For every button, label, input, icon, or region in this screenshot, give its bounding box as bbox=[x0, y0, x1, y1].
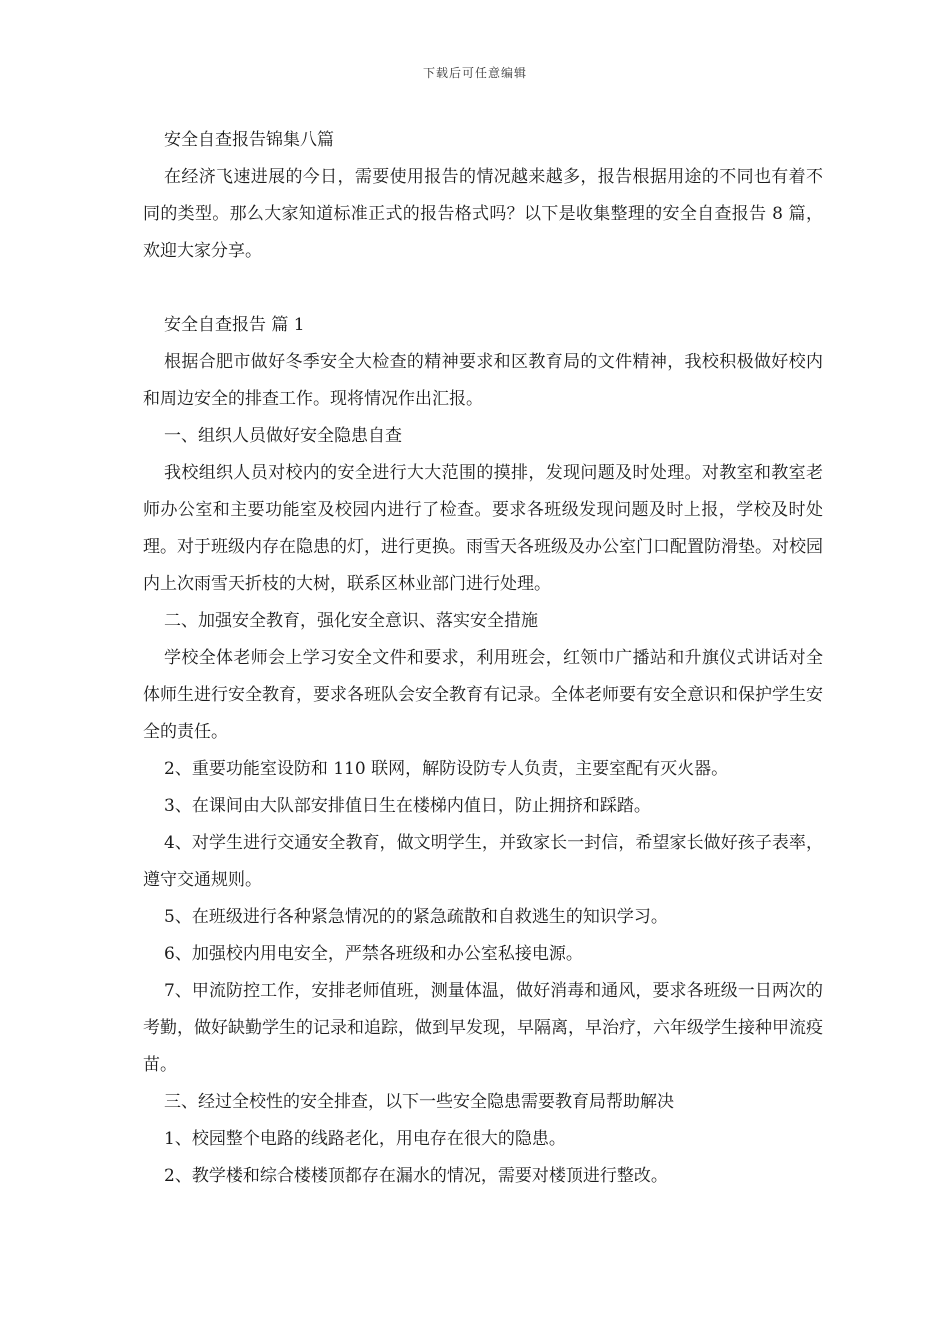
list-item-4: 4、对学生进行交通安全教育，做文明学生，并致家长一封信，希望家长做好孩子表率，遵守交通规则。 bbox=[143, 833, 823, 890]
document-title: 安全自查报告锦集八篇 bbox=[164, 130, 334, 150]
paragraph-one: 我校组织人员对校内的安全进行大大范围的摸排，发现问题及时处理。对教室和教室老师办公室和主要功能室及校园内进行了检查。要求各班级发现问题及时上报，学校及时处理。对于班级内存在隐患的灯，进行更换。雨雪天各班级及办公室门口配置防滑垫。对校园内上次雨雪天折枝的大树，联系区林业部门进行处理。 bbox=[143, 463, 823, 594]
heading-three-item-2: 2、教学楼和综合楼楼顶都存在漏水的情况，需要对楼顶进行整改。 bbox=[164, 1166, 668, 1186]
list-item-2: 2、重要功能室设防和 110 联网，解防设防专人负责，主要室配有灭火器。 bbox=[164, 759, 729, 779]
list-item-3: 3、在课间由大队部安排值日生在楼梯内值日，防止拥挤和踩踏。 bbox=[164, 796, 651, 816]
section-1-title: 安全自查报告 篇 1 bbox=[164, 315, 305, 335]
intro-paragraph: 在经济飞速进展的今日，需要使用报告的情况越来越多，报告根据用途的不同也有着不同的类型。那么大家知道标准正式的报告格式吗？以下是收集整理的安全自查报告 8 篇，欢迎大家分享。 bbox=[143, 167, 823, 261]
heading-one: 一、组织人员做好安全隐患自查 bbox=[164, 426, 402, 446]
heading-three: 三、经过全校性的安全排查，以下一些安全隐患需要教育局帮助解决 bbox=[164, 1092, 674, 1112]
page-header-note: 下载后可任意编辑 bbox=[422, 66, 527, 80]
section-1-intro: 根据合肥市做好冬季安全大检查的精神要求和区教育局的文件精神，我校积极做好校内和周边安全的排查工作。现将情况作出汇报。 bbox=[143, 352, 823, 409]
list-item-6: 6、加强校内用电安全，严禁各班级和办公室私接电源。 bbox=[164, 944, 583, 964]
paragraph-two: 学校全体老师会上学习安全文件和要求，利用班会，红领巾广播站和升旗仪式讲话对全体师生进行安全教育，要求各班队会安全教育有记录。全体老师要有安全意识和保护学生安全的责任。 bbox=[143, 648, 823, 742]
heading-two: 二、加强安全教育，强化安全意识、落实安全措施 bbox=[164, 611, 538, 631]
document-body bbox=[143, 122, 823, 1195]
heading-three-item-1: 1、校园整个电路的线路老化，用电存在很大的隐患。 bbox=[164, 1129, 566, 1149]
blank-line bbox=[143, 270, 823, 307]
list-item-7: 7、甲流防控工作，安排老师值班，测量体温，做好消毒和通风，要求各班级一日两次的考勤，做好缺勤学生的记录和追踪，做到早发现，早隔离，早治疗，六年级学生接种甲流疫苗。 bbox=[143, 981, 823, 1075]
list-item-5: 5、在班级进行各种紧急情况的的紧急疏散和自救逃生的知识学习。 bbox=[164, 907, 668, 927]
